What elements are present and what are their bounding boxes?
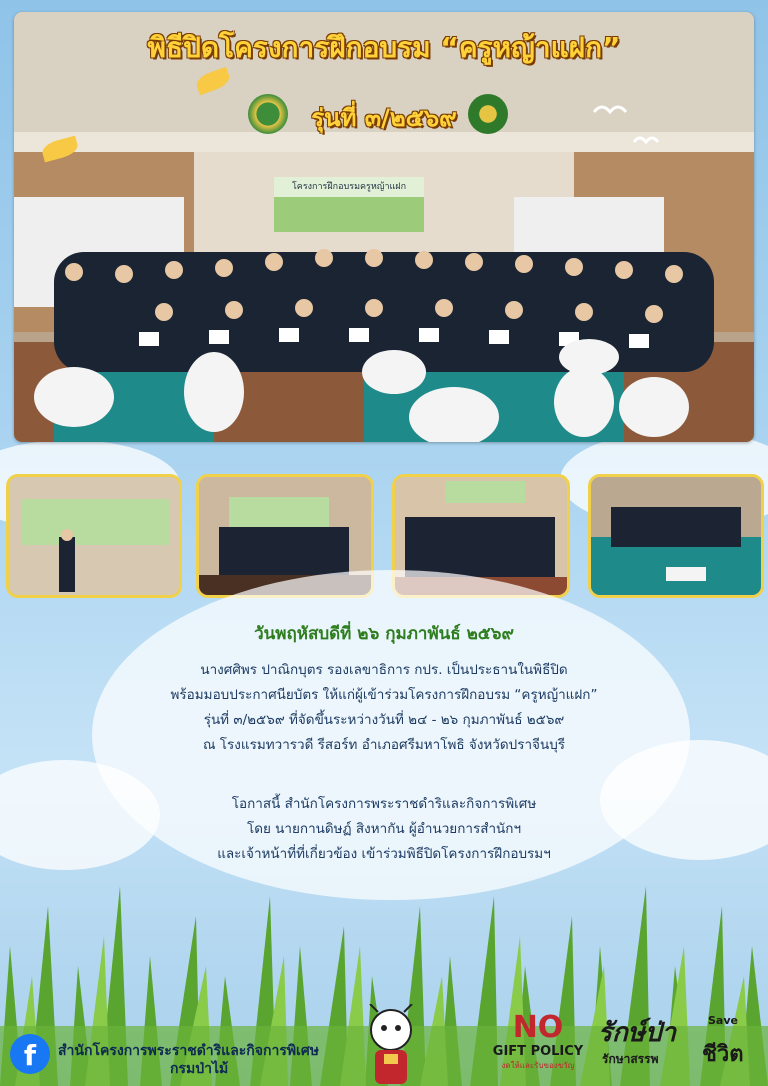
- thumbnail-photo-speech: [6, 474, 182, 598]
- no-gift-small: งดให้และรับของขวัญ: [501, 1061, 575, 1070]
- description-line: นางศศิพร ปาณิกบุตร รองเลขาธิการ กปร. เป็นประธานในพิธีปิด: [200, 662, 568, 678]
- event-date: วันพฤหัสบดีที่ ๒๖ กุมภาพันธ์ ๒๕๖๙: [254, 624, 514, 644]
- save-life-logo: [598, 1010, 758, 1080]
- description-line: โดย นายกานดิษฏ์ สิงหากัน ผู้อำนวยการสำนักฯ: [246, 821, 522, 837]
- main-group-photo: [14, 12, 754, 442]
- brand-sub: รักษาสรรพ: [602, 1052, 659, 1066]
- thumbnail-photo-audience: [588, 474, 764, 598]
- no-gift-big: NO: [512, 1010, 564, 1045]
- group-photo-illustration: [14, 12, 754, 442]
- brand-save: Save: [708, 1014, 738, 1027]
- description-line: รุ่นที่ ๓/๒๕๖๙ ที่จัดขึ้นระหว่างวันที่ ๒๔ - ๒๖ กุมภาพันธ์ ๒๕๖๙: [203, 712, 565, 728]
- description-line: ณ โรงแรมทวารวดี รีสอร์ท อำเภอศรีมหาโพธิ จังหวัดปราจีนบุรี: [202, 737, 566, 753]
- banner-title: พิธีปิดโครงการฝึกอบรม “ครูหญ้าแฝก”: [147, 31, 621, 64]
- mascot-icon: [358, 1004, 424, 1086]
- facebook-icon[interactable]: f: [10, 1034, 50, 1074]
- description-line: พร้อมมอบประกาศนียบัตร ให้แก่ผู้เข้าร่วมโครงการฝึกอบรม “ครูหญ้าแฝก”: [170, 687, 598, 703]
- bird-icons: [584, 92, 674, 162]
- brand-main: รักษ์ป่า: [598, 1018, 676, 1048]
- description-paragraph-1: [0, 658, 768, 758]
- no-gift-label: GIFT POLICY: [492, 1044, 584, 1059]
- brand-life: ชีวิต: [702, 1042, 744, 1067]
- description-line: โอกาสนี้ สำนักโครงการพระราชดำริและกิจการพิเศษ: [231, 796, 537, 812]
- org-name-line1: สำนักโครงการพระราชดำริและกิจการพิเศษ: [58, 1043, 319, 1059]
- forest-seal-icon: [468, 94, 508, 134]
- description-line: และเจ้าหน้าที่ที่เกี่ยวข้อง เข้าร่วมพิธีปิดโครงการฝึกอบรมฯ: [217, 846, 551, 862]
- stage-banner: โครงการฝึกอบรมครูหญ้าแฝก: [274, 177, 424, 197]
- no-gift-icon: [488, 1012, 588, 1082]
- org-name-line2: กรมป่าไม้: [170, 1061, 229, 1077]
- banner-subtitle: รุ่นที่ ๓/๒๕๖๙: [311, 104, 457, 132]
